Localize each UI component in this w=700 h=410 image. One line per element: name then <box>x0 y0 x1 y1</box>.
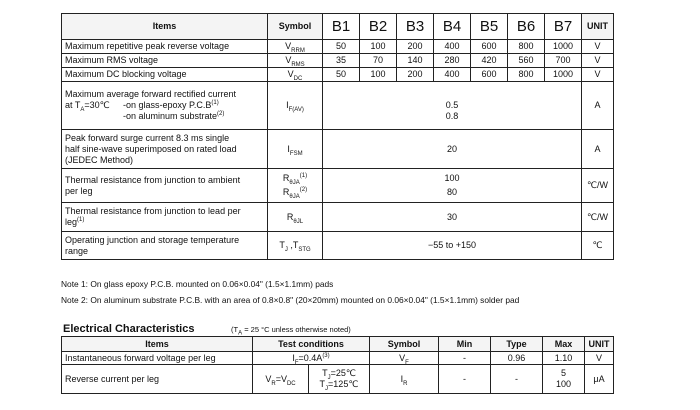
header-unit: UNIT <box>582 14 614 40</box>
header-symbol: Symbol <box>268 14 323 40</box>
value-b7: 1000 <box>545 40 582 54</box>
header-symbol: Symbol <box>370 337 439 352</box>
row-label: Thermal resistance from junction to lead per leg$^{(1)}$ <box>62 203 268 232</box>
row-symbol: $I_{F(AV)}$ <box>268 82 323 130</box>
header-test-conditions: Test conditions <box>253 337 370 352</box>
row-max: 1.10 <box>543 352 585 365</box>
row-max: 5 100 <box>543 365 585 394</box>
row-symbol: $I_{FSM}$ <box>268 130 323 169</box>
note-1: Note 1: On glass epoxy P.C.B. mounted on 0.06×0.04" (1.5×1.1mm) pads <box>61 279 334 289</box>
electrical-header-row <box>62 337 614 352</box>
row-unit: ℃/W <box>582 169 614 203</box>
row-tj <box>62 232 614 260</box>
row-label: Peak forward surge current 8.3 ms single half sine-wave superimposed on rated load (JEDEC Method) <box>62 130 268 169</box>
row-label: Maximum average forward rectified current at $T_A=30℃$ -on glass-epoxy $P.C.B^{(1)}$ -on aluminum substrate$^{(2)}$ <box>62 82 268 130</box>
value-b5: 600 <box>471 68 508 82</box>
row-type: 0.96 <box>491 352 543 365</box>
note-2: Note 2: On aluminum substrate P.C.B. with an area of 0.8×0.8" (20×20mm) mounted on 0.06×0.04" (1.5×1.1mm) solder pad <box>61 295 520 305</box>
row-type: - <box>491 365 543 394</box>
row-symbol: $T_J$ $,T_{STG}$ <box>268 232 323 260</box>
row-unit: A <box>582 82 614 130</box>
row-vrrm <box>62 40 614 54</box>
row-label: Maximum DC blocking voltage <box>62 68 268 82</box>
ratings-table <box>61 13 614 260</box>
row-symbol: $V_{RMS}$ <box>268 54 323 68</box>
row-unit: V <box>582 54 614 68</box>
value-b5: 600 <box>471 40 508 54</box>
header-model-b4: B4 <box>434 14 471 40</box>
row-vf <box>62 352 614 365</box>
row-symbol: $I_R$ <box>370 365 439 394</box>
row-value: 30 <box>323 203 582 232</box>
row-label: Reverse current per leg <box>62 365 253 394</box>
row-symbol: $R_{\theta JL}$ <box>268 203 323 232</box>
value-b4: 280 <box>434 54 471 68</box>
row-rja <box>62 169 614 203</box>
row-unit: ℃/W <box>582 203 614 232</box>
row-symbol: $V_{DC}$ <box>268 68 323 82</box>
row-symbol: $R_{\theta JA}^{(1)}$ $R_{\theta JA}^{(2)}$ <box>268 169 323 203</box>
row-value: 100 80 <box>323 169 582 203</box>
value-b3: 140 <box>397 54 434 68</box>
section-condition: ($T_A = 25$ °C unless otherwise noted) <box>231 325 351 337</box>
row-unit: V <box>582 68 614 82</box>
section-title: Electrical Characteristics <box>63 323 195 335</box>
row-vrms <box>62 54 614 68</box>
row-min: - <box>439 352 491 365</box>
value-b5: 420 <box>471 54 508 68</box>
row-label: Instantaneous forward voltage per leg <box>62 352 253 365</box>
row-label: Maximum repetitive peak reverse voltage <box>62 40 268 54</box>
value-b6: 800 <box>508 40 545 54</box>
header-min: Min <box>439 337 491 352</box>
header-unit: UNIT <box>585 337 614 352</box>
value-b7: 1000 <box>545 68 582 82</box>
row-rjl <box>62 203 614 232</box>
value-b2: 100 <box>360 68 397 82</box>
header-model-b3: B3 <box>397 14 434 40</box>
row-symbol: $V_F$ <box>370 352 439 365</box>
header-type: Type <box>491 337 543 352</box>
ratings-header-row <box>62 14 614 40</box>
value-b1: 35 <box>323 54 360 68</box>
row-ifav <box>62 82 614 130</box>
value-b4: 400 <box>434 40 471 54</box>
header-model-b1: B1 <box>323 14 360 40</box>
row-value: −55 to +150 <box>323 232 582 260</box>
header-model-b6: B6 <box>508 14 545 40</box>
value-b3: 200 <box>397 40 434 54</box>
electrical-table <box>61 336 614 394</box>
header-items: Items <box>62 14 268 40</box>
row-min: - <box>439 365 491 394</box>
row-label: Operating junction and storage temperature range <box>62 232 268 260</box>
row-unit: V <box>585 352 614 365</box>
header-model-b5: B5 <box>471 14 508 40</box>
row-label: Thermal resistance from junction to ambient per leg <box>62 169 268 203</box>
row-unit: A <box>582 130 614 169</box>
value-b4: 400 <box>434 68 471 82</box>
value-b2: 70 <box>360 54 397 68</box>
row-unit: ℃ <box>582 232 614 260</box>
value-b2: 100 <box>360 40 397 54</box>
header-items: Items <box>62 337 253 352</box>
header-model-b2: B2 <box>360 14 397 40</box>
header-max: Max <box>543 337 585 352</box>
value-b6: 800 <box>508 68 545 82</box>
value-b1: 50 <box>323 68 360 82</box>
row-ifsm <box>62 130 614 169</box>
row-condition: $V_R=V_{DC}$ $T_J=25℃$ $T_J=125℃$ <box>253 365 370 394</box>
header-model-b7: B7 <box>545 14 582 40</box>
row-ir <box>62 365 614 394</box>
value-b3: 200 <box>397 68 434 82</box>
row-value: 0.5 0.8 <box>323 82 582 130</box>
row-vdc <box>62 68 614 82</box>
value-b1: 50 <box>323 40 360 54</box>
value-b7: 700 <box>545 54 582 68</box>
value-b6: 560 <box>508 54 545 68</box>
row-unit: μA <box>585 365 614 394</box>
row-condition: $I_F=0.4A^{(3)}$ <box>253 352 370 365</box>
row-unit: V <box>582 40 614 54</box>
row-symbol: $V_{RRM}$ <box>268 40 323 54</box>
row-label: Maximum RMS voltage <box>62 54 268 68</box>
row-value: 20 <box>323 130 582 169</box>
